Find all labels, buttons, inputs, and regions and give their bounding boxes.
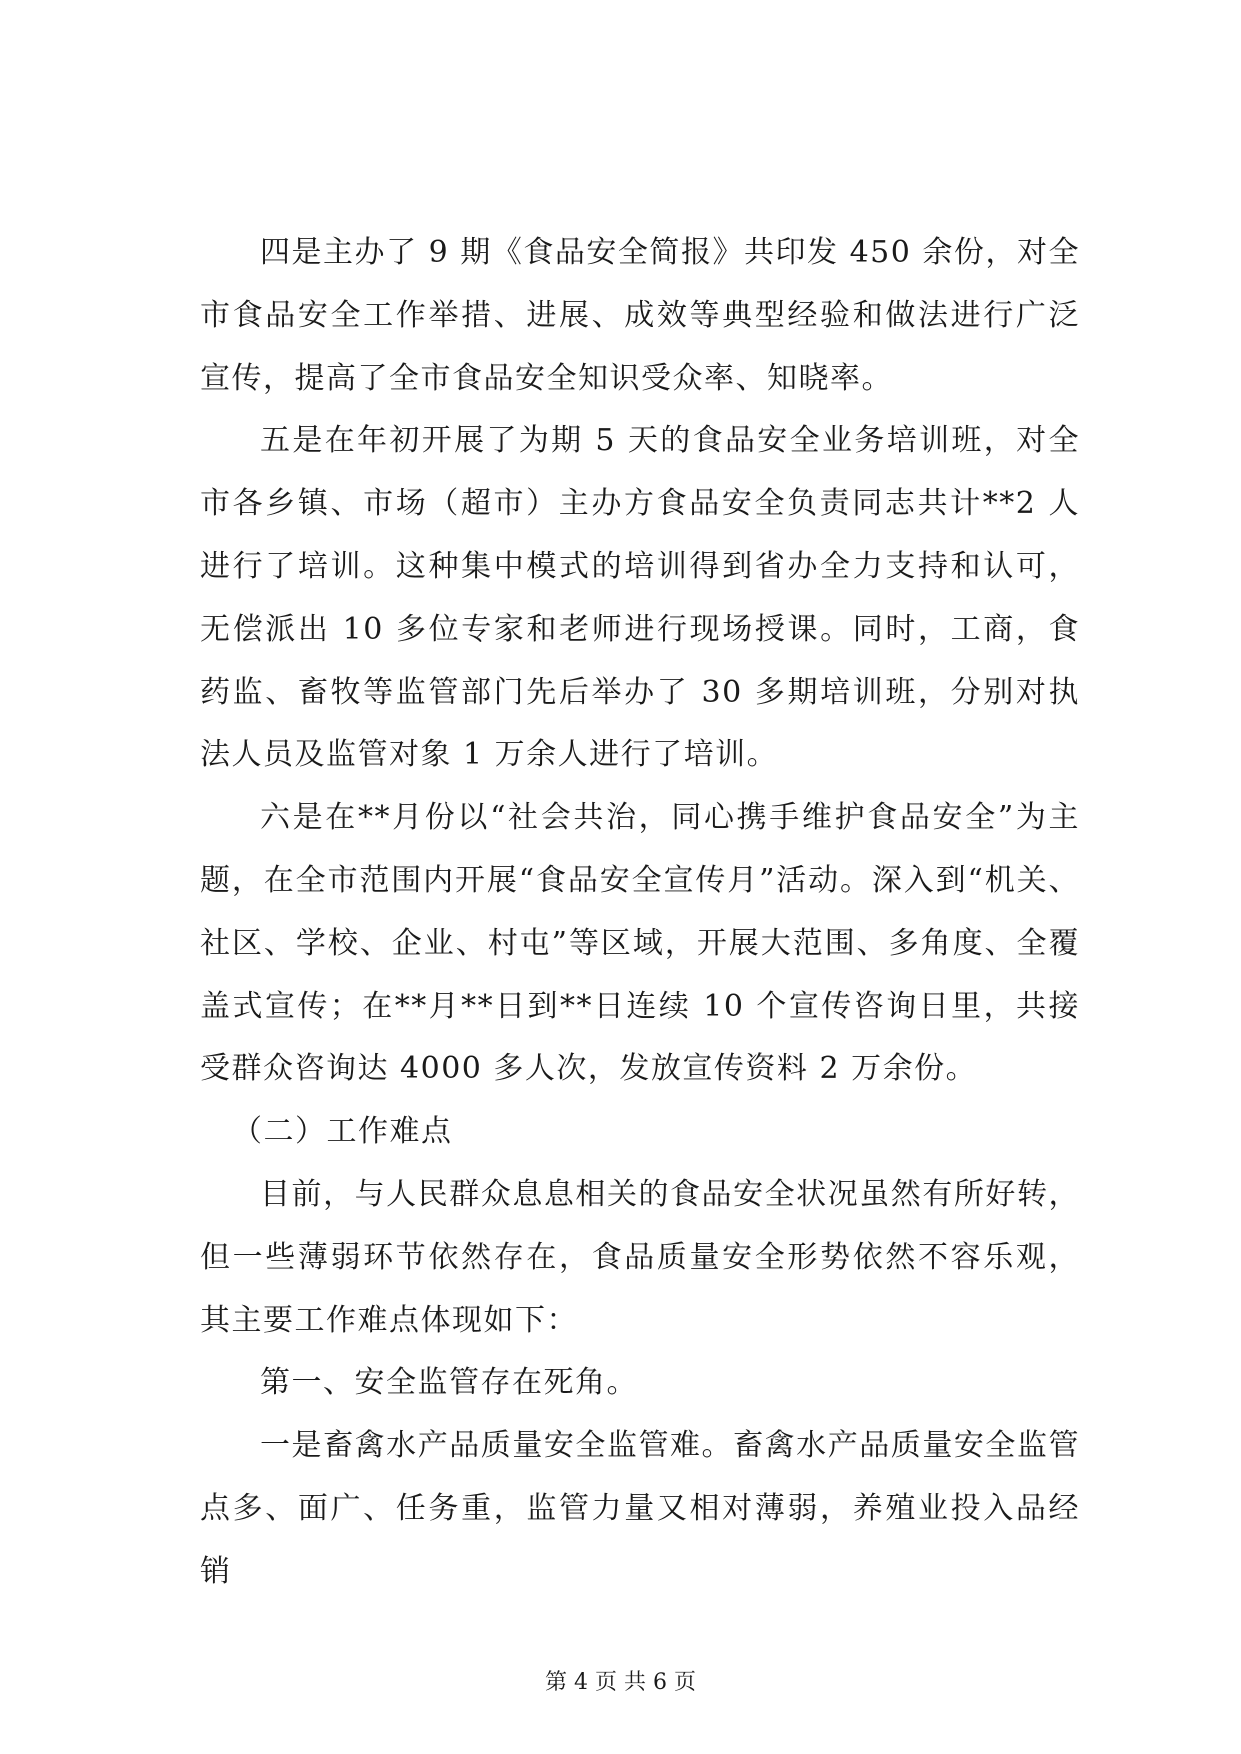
paragraph-6: 六是在**月份以“社会共治，同心携手维护食品安全”为主题，在全市范围内开展“食品安全宣传月”活动。深入到“机关、社区、学校、企业、村屯”等区域，开展大范围、多角度、全覆盖式宣传；在**月**日到**日连续 10 个宣传咨询日里，共接受群众咨询达 4000 多人次，发放宣传资料 2 万余份。 <box>200 800 1080 1087</box>
paragraph-4: 四是主办了 9 期《食品安全简报》共印发 450 余份，对全市食品安全工作举措、进展、成效等典型经验和做法进行广泛宣传，提高了全市食品安全知识受众率、知晓率。 <box>200 235 1080 396</box>
document-body <box>200 222 1080 1604</box>
section-heading: （二）工作难点 <box>232 1114 453 1150</box>
paragraph-livestock: 一是畜禽水产品质量安全监管难。畜禽水产品质量安全监管点多、面广、任务重，监管力量又相对薄弱，养殖业投入品经销 <box>200 1428 1080 1589</box>
paragraph-intro: 目前，与人民群众息息相关的食品安全状况虽然有所好转，但一些薄弱环节依然存在，食品质量安全形势依然不容乐观，其主要工作难点体现如下： <box>200 1176 1080 1338</box>
page-footer: 第 4 页 共 6 页 <box>545 1670 696 1695</box>
paragraph-first-point: 第一、安全监管存在死角。 <box>260 1365 638 1401</box>
paragraph-5: 五是在年初开展了为期 5 天的食品安全业务培训班，对全市各乡镇、市场（超市）主办方食品安全负责同志共计**2 人进行了培训。这种集中模式的培训得到省办全力支持和认可，无偿派出 10 多位专家和老师进行现场授课。同时，工商，食药监、畜牧等监管部门先后举办了 30 多期培训班，分别对执法人员及监管对象 1 万余人进行了培训。 <box>200 423 1080 773</box>
